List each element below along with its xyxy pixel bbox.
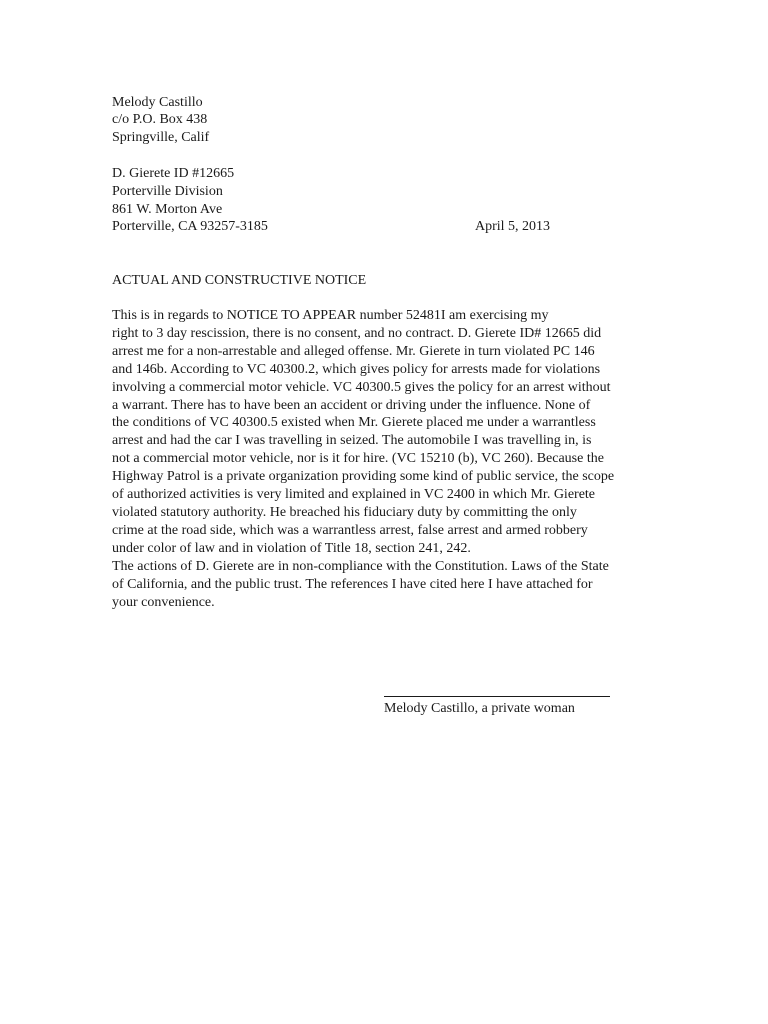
body-line: of California, and the public trust. The references I have cited here I have attached for bbox=[112, 576, 593, 592]
body-line: under color of law and in violation of Title 18, section 241, 242. bbox=[112, 540, 471, 556]
signature-line bbox=[384, 696, 610, 697]
sender-address-line-2: Springville, Calif bbox=[112, 130, 210, 145]
letter-date: April 5, 2013 bbox=[475, 219, 551, 234]
body-line: crime at the road side, which was a warrantless arrest, false arrest and armed robbery bbox=[112, 522, 588, 538]
notice-heading: ACTUAL AND CONSTRUCTIVE NOTICE bbox=[112, 273, 367, 288]
body-line: a warrant. There has to have been an accident or driving under the influence. None of bbox=[112, 397, 591, 413]
body-line: your convenience. bbox=[112, 594, 215, 610]
body-line: and 146b. According to VC 40300.2, which gives policy for arrests made for violations bbox=[112, 361, 601, 377]
body-line: This is in regards to NOTICE TO APPEAR number 52481I am exercising my bbox=[112, 308, 549, 323]
body-line: violated statutory authority. He breached his fiduciary duty by committing the only bbox=[112, 504, 577, 520]
body-line: The actions of D. Gierete are in non-compliance with the Constitution. Laws of the State bbox=[112, 558, 609, 574]
recipient-division: Porterville Division bbox=[112, 184, 223, 199]
body-line: right to 3 day rescission, there is no consent, and no contract. D. Gierete ID# 12665 did bbox=[112, 325, 602, 341]
recipient-name: D. Gierete ID #12665 bbox=[112, 166, 235, 181]
body-line: of authorized activities is very limited and explained in VC 2400 in which Mr. Gierete bbox=[112, 487, 596, 503]
recipient-street: 861 W. Morton Ave bbox=[112, 202, 223, 217]
body-line: not a commercial motor vehicle, nor is it for hire. (VC 15210 (b), VC 260). Because the bbox=[112, 451, 604, 467]
signature-name: Melody Castillo, a private woman bbox=[384, 701, 575, 716]
body-line: arrest and had the car I was travelling in seized. The automobile I was travelling in, is bbox=[112, 433, 592, 449]
body-line: arrest me for a non-arrestable and alleged offense. Mr. Gierete in turn violated PC 146 bbox=[112, 343, 595, 359]
body-line: the conditions of VC 40300.5 existed when Mr. Gierete placed me under a warrantless bbox=[112, 415, 596, 431]
recipient-city: Porterville, CA 93257-3185 bbox=[112, 219, 268, 234]
sender-address-line-1: c/o P.O. Box 438 bbox=[112, 112, 208, 127]
sender-name: Melody Castillo bbox=[112, 95, 203, 110]
letter-body bbox=[112, 307, 642, 611]
body-line: involving a commercial motor vehicle. VC 40300.5 gives the policy for an arrest without bbox=[112, 379, 611, 395]
body-line: Highway Patrol is a private organization providing some kind of public service, the scope bbox=[112, 469, 615, 485]
